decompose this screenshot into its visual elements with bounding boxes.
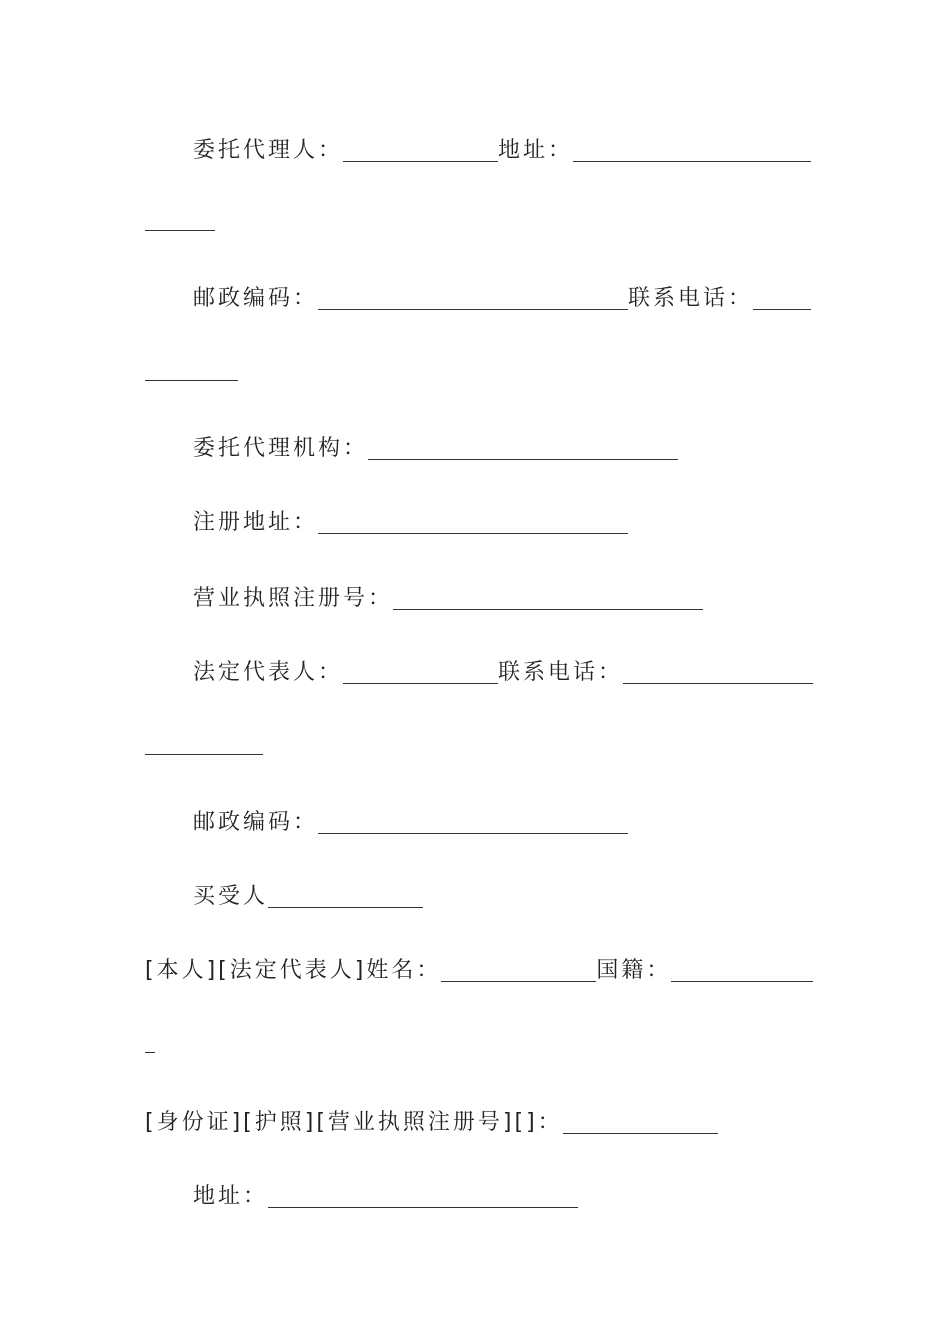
agency-line <box>193 434 678 464</box>
postcode-blank[interactable] <box>318 287 628 310</box>
legal-rep-label: 法定代表人： <box>193 660 344 685</box>
buyer-label: 买受人 <box>193 884 269 909</box>
address-blank-cont[interactable] <box>145 208 215 231</box>
address-blank[interactable] <box>573 139 811 162</box>
id-line <box>145 1108 718 1138</box>
buyer-name-line <box>145 956 813 986</box>
legal-rep-phone-blank[interactable] <box>623 661 813 684</box>
buyer-address-line <box>193 1182 578 1212</box>
postcode2-label: 邮政编码： <box>193 810 319 835</box>
postcode2-blank[interactable] <box>318 811 628 834</box>
registered-address-blank[interactable] <box>318 511 628 534</box>
nationality-blank[interactable] <box>671 959 813 982</box>
buyer-blank[interactable] <box>268 885 423 908</box>
phone-continuation <box>145 358 238 385</box>
agent-label: 委托代理人： <box>193 138 344 163</box>
nationality-blank-cont[interactable] <box>145 1030 155 1053</box>
license-blank[interactable] <box>393 587 703 610</box>
postcode-label: 邮政编码： <box>193 286 319 311</box>
legal-rep-line <box>193 658 813 688</box>
agency-label: 委托代理机构： <box>193 436 369 461</box>
nationality-continuation <box>145 1030 155 1057</box>
registered-address-line <box>193 508 628 538</box>
legal-rep-phone-continuation <box>145 732 263 759</box>
phone-blank[interactable] <box>753 287 811 310</box>
buyer-name-label: [本人][法定代表人]姓名： <box>145 958 442 983</box>
legal-rep-blank[interactable] <box>343 661 498 684</box>
id-label: [身份证][护照][营业执照注册号][]： <box>145 1110 563 1135</box>
address-continuation <box>145 208 215 235</box>
legal-rep-phone-label: 联系电话： <box>498 660 624 685</box>
license-line <box>193 584 703 614</box>
agency-blank[interactable] <box>368 437 678 460</box>
postcode2-line <box>193 808 628 838</box>
address-label: 地址： <box>498 138 574 163</box>
nationality-label: 国籍： <box>596 958 672 983</box>
license-label: 营业执照注册号： <box>193 586 394 611</box>
phone-blank-cont[interactable] <box>145 358 238 381</box>
agent-line <box>193 136 811 166</box>
postcode-line <box>193 284 811 314</box>
buyer-address-blank[interactable] <box>268 1185 578 1208</box>
legal-rep-phone-blank-cont[interactable] <box>145 732 263 755</box>
registered-address-label: 注册地址： <box>193 510 319 535</box>
buyer-address-label: 地址： <box>193 1184 269 1209</box>
id-blank[interactable] <box>563 1111 718 1134</box>
buyer-line <box>193 882 423 912</box>
agent-blank[interactable] <box>343 139 498 162</box>
phone-label: 联系电话： <box>628 286 754 311</box>
buyer-name-blank[interactable] <box>441 959 596 982</box>
